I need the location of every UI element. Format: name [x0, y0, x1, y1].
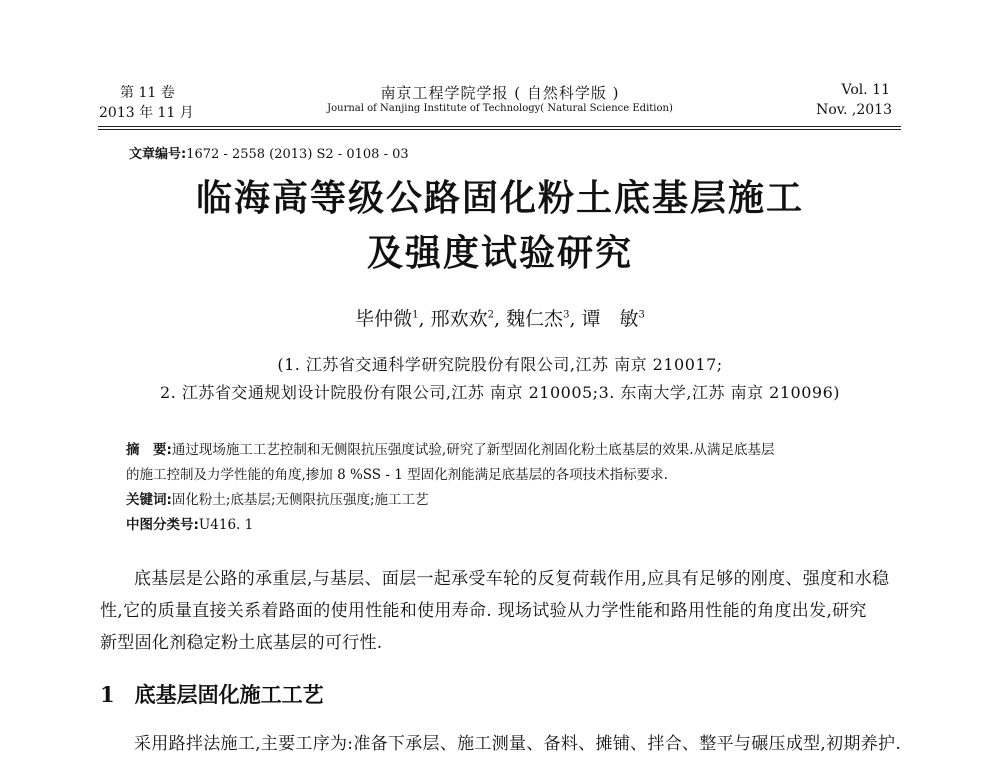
- keywords: [126, 488, 429, 508]
- intro-line3: 新型固化剂稳定粉土底基层的可行性.: [100, 633, 383, 653]
- article-number-label: 文章编号:: [129, 147, 187, 162]
- author-2: 邢欢欢$^2$,: [430, 308, 507, 330]
- author-list: [0, 304, 1000, 331]
- abstract-text-1: 通过现场施工工艺控制和无侧限抗压强度试验,研究了新型固化剂固化粉土底基层的效果.从满足底基层: [171, 442, 775, 458]
- author-3: 魏仁杰$^3$,: [506, 308, 582, 330]
- header-rule-thin: [98, 129, 901, 130]
- abstract-label: 摘 要:: [126, 442, 172, 458]
- volume-label: 第 11 卷: [120, 85, 175, 101]
- section-1-heading: [100, 679, 324, 709]
- article-number-value: 1672 - 2558 (2013) S2 - 0108 - 03: [186, 147, 409, 162]
- clc-value: U416. 1: [198, 517, 254, 533]
- affiliation-line1: (1. 江苏省交通科学研究院股份有限公司,江苏 南京 210017;: [277, 355, 723, 374]
- keywords-value: 固化粉土;底基层;无侧限抗压强度;施工工艺: [171, 492, 429, 508]
- section-1-title: 底基层固化施工工艺: [134, 683, 324, 707]
- volume-en: Vol. 11: [841, 82, 890, 98]
- header-rule-thick: [98, 126, 901, 127]
- affiliation-line2: 2. 江苏省交通规划设计院股份有限公司,江苏 南京 210005;3. 东南大学,江苏 南京 210096): [159, 383, 840, 402]
- date-label: 2013 年 11 月: [99, 105, 194, 121]
- journal-title-en: Journal of Nanjing Institute of Technology( Natural Science Edition): [327, 103, 673, 114]
- author-4: 谭 敏$^3$: [581, 308, 645, 330]
- abstract-line1: [126, 438, 775, 458]
- author-1: 毕仲微$^1$,: [355, 308, 431, 330]
- journal-title-cn: 南京工程学院学报 ( 自然科学版 ): [380, 84, 620, 102]
- section-1-number: 1: [100, 682, 115, 707]
- clc-label: 中图分类号:: [126, 517, 199, 533]
- clc-number: [126, 513, 253, 533]
- intro-line1: 底基层是公路的承重层,与基层、面层一起承受车轮的反复荷载作用,应具有足够的刚度、强度和水稳: [134, 569, 890, 589]
- intro-line2: 性,它的质量直接关系着路面的使用性能和使用寿命. 现场试验从力学性能和路用性能的角度出发,研究: [100, 601, 867, 621]
- date-en: Nov. ,2013: [816, 102, 892, 118]
- paper-title-line1: 临海高等级公路固化粉土底基层施工: [195, 178, 804, 219]
- paper-title-line2: 及强度试验研究: [366, 233, 633, 274]
- article-number: [129, 143, 409, 162]
- keywords-label: 关键词:: [126, 492, 172, 508]
- section-1-line1: 采用路拌法施工,主要工序为:准备下承层、施工测量、备料、摊铺、拌合、整平与碾压成型,初期养护.: [134, 734, 902, 754]
- abstract-text-2: 的施工控制及力学性能的角度,掺加 8 %SS - 1 型固化剂能满足底基层的各项技术指标要求.: [126, 467, 668, 483]
